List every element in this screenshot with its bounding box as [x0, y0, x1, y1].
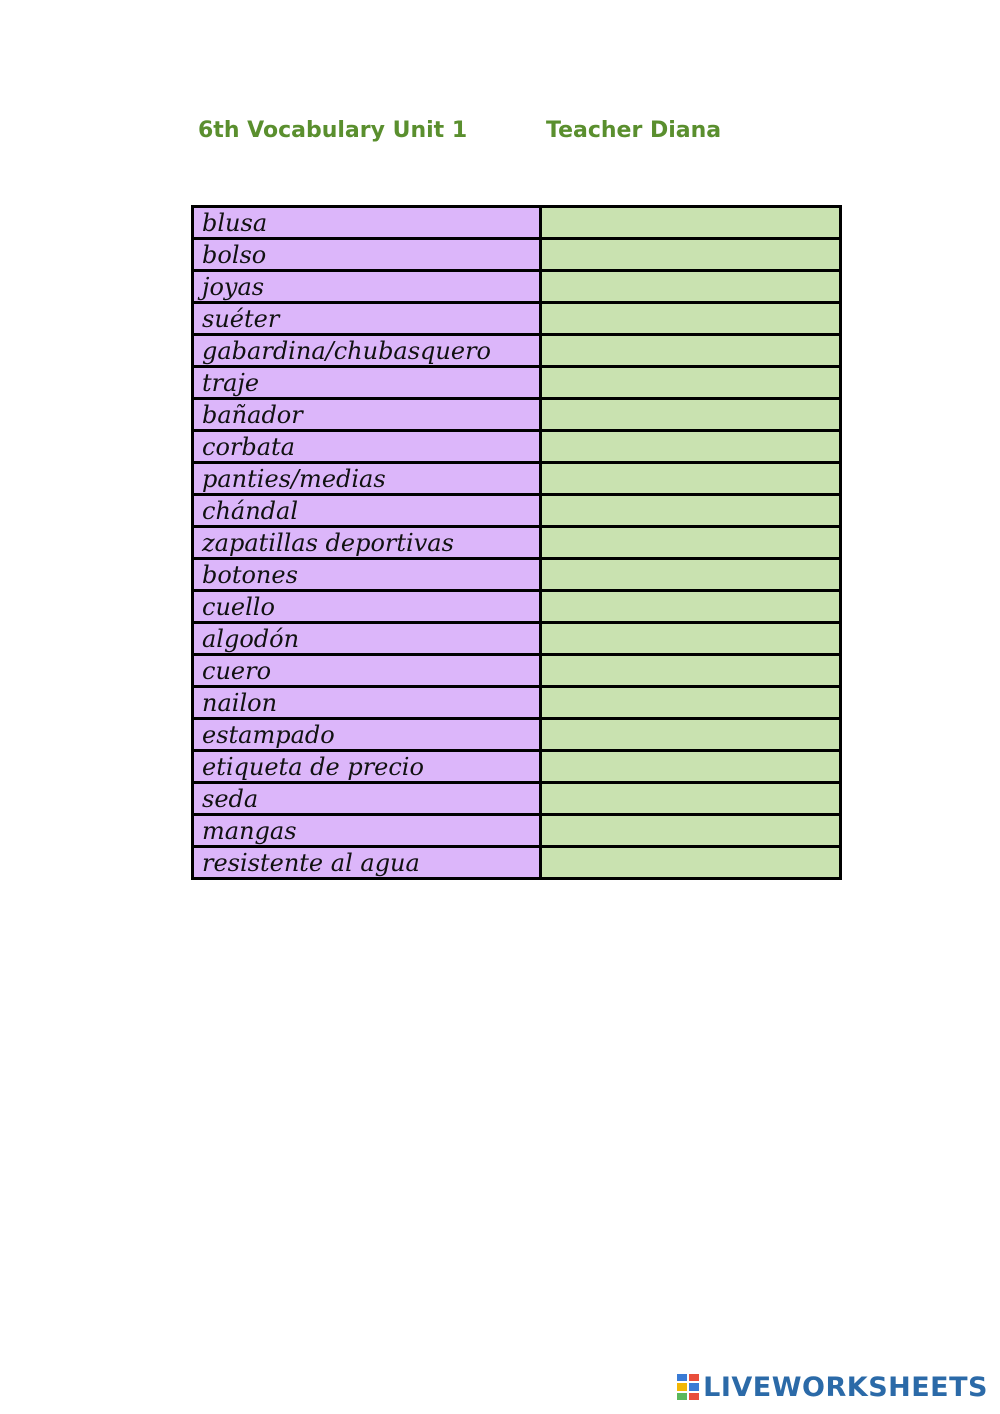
- answer-input[interactable]: [542, 496, 839, 525]
- vocab-word: gabardina/chubasquero: [193, 335, 541, 367]
- liveworksheets-logo-icon: [677, 1374, 699, 1400]
- answer-input[interactable]: [542, 624, 839, 653]
- answer-input[interactable]: [542, 560, 839, 589]
- vocab-row: [193, 623, 841, 655]
- vocabulary-table-body: [193, 207, 841, 879]
- answer-cell[interactable]: [541, 559, 841, 591]
- vocab-word: corbata: [193, 431, 541, 463]
- answer-input[interactable]: [542, 464, 839, 493]
- answer-cell[interactable]: [541, 431, 841, 463]
- vocab-word: mangas: [193, 815, 541, 847]
- answer-input[interactable]: [542, 528, 839, 557]
- answer-input[interactable]: [542, 784, 839, 813]
- vocab-row: [193, 591, 841, 623]
- vocab-word: zapatillas deportivas: [193, 527, 541, 559]
- answer-input[interactable]: [542, 400, 839, 429]
- answer-cell[interactable]: [541, 207, 841, 239]
- answer-cell[interactable]: [541, 783, 841, 815]
- answer-cell[interactable]: [541, 463, 841, 495]
- answer-cell[interactable]: [541, 751, 841, 783]
- vocab-row: [193, 687, 841, 719]
- vocab-row: [193, 463, 841, 495]
- answer-cell[interactable]: [541, 335, 841, 367]
- teacher-name: Teacher Diana: [546, 118, 722, 143]
- answer-cell[interactable]: [541, 303, 841, 335]
- answer-cell[interactable]: [541, 687, 841, 719]
- answer-input[interactable]: [542, 368, 839, 397]
- answer-cell[interactable]: [541, 623, 841, 655]
- answer-input[interactable]: [542, 752, 839, 781]
- vocab-word: blusa: [193, 207, 541, 239]
- vocab-row: [193, 527, 841, 559]
- worksheet-title: 6th Vocabulary Unit 1: [198, 118, 468, 143]
- answer-input[interactable]: [542, 656, 839, 685]
- vocabulary-table: [191, 205, 842, 880]
- answer-input[interactable]: [542, 592, 839, 621]
- vocab-row: [193, 207, 841, 239]
- vocab-word: joyas: [193, 271, 541, 303]
- answer-cell[interactable]: [541, 815, 841, 847]
- vocab-word: bolso: [193, 239, 541, 271]
- answer-cell[interactable]: [541, 495, 841, 527]
- answer-cell[interactable]: [541, 367, 841, 399]
- answer-input[interactable]: [542, 272, 839, 301]
- vocab-word: seda: [193, 783, 541, 815]
- vocab-row: [193, 751, 841, 783]
- answer-input[interactable]: [542, 208, 839, 237]
- answer-cell[interactable]: [541, 655, 841, 687]
- vocab-row: [193, 399, 841, 431]
- vocab-word: etiqueta de precio: [193, 751, 541, 783]
- answer-input[interactable]: [542, 240, 839, 269]
- answer-input[interactable]: [542, 720, 839, 749]
- vocab-word: chándal: [193, 495, 541, 527]
- vocab-row: [193, 271, 841, 303]
- answer-cell[interactable]: [541, 847, 841, 879]
- answer-cell[interactable]: [541, 399, 841, 431]
- answer-cell[interactable]: [541, 719, 841, 751]
- vocab-word: algodón: [193, 623, 541, 655]
- liveworksheets-logo: [677, 1372, 988, 1402]
- vocab-row: [193, 815, 841, 847]
- vocab-word: bañador: [193, 399, 541, 431]
- vocab-row: [193, 655, 841, 687]
- vocab-row: [193, 719, 841, 751]
- logo-text: LIVEWORKSHEETS: [703, 1371, 988, 1403]
- vocab-row: [193, 367, 841, 399]
- vocab-word: cuero: [193, 655, 541, 687]
- vocab-row: [193, 335, 841, 367]
- answer-input[interactable]: [542, 336, 839, 365]
- answer-input[interactable]: [542, 432, 839, 461]
- answer-cell[interactable]: [541, 239, 841, 271]
- answer-input[interactable]: [542, 304, 839, 333]
- answer-input[interactable]: [542, 816, 839, 845]
- vocab-word: botones: [193, 559, 541, 591]
- answer-input[interactable]: [542, 848, 839, 877]
- answer-input[interactable]: [542, 688, 839, 717]
- answer-cell[interactable]: [541, 591, 841, 623]
- worksheet-header: [198, 118, 838, 148]
- vocab-row: [193, 303, 841, 335]
- vocab-row: [193, 239, 841, 271]
- vocab-word: estampado: [193, 719, 541, 751]
- answer-cell[interactable]: [541, 271, 841, 303]
- vocab-row: [193, 559, 841, 591]
- vocab-word: traje: [193, 367, 541, 399]
- vocab-word: panties/medias: [193, 463, 541, 495]
- vocab-row: [193, 495, 841, 527]
- vocab-word: cuello: [193, 591, 541, 623]
- vocab-word: nailon: [193, 687, 541, 719]
- vocab-word: suéter: [193, 303, 541, 335]
- vocab-row: [193, 847, 841, 879]
- answer-cell[interactable]: [541, 527, 841, 559]
- vocab-row: [193, 431, 841, 463]
- vocab-word: resistente al agua: [193, 847, 541, 879]
- vocab-row: [193, 783, 841, 815]
